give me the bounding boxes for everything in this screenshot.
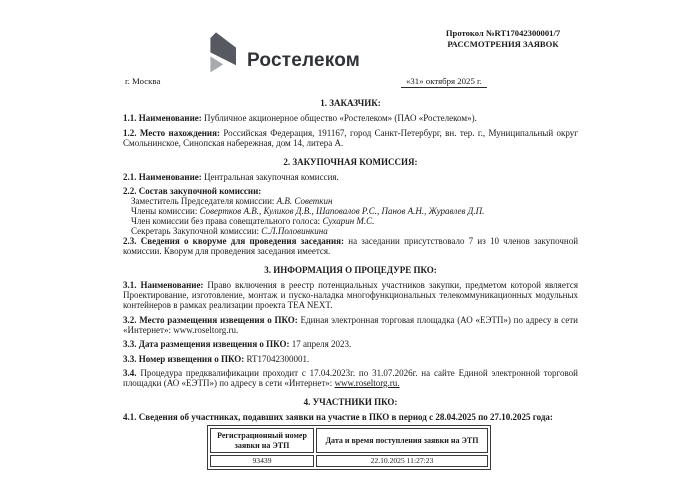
clause-4-1-text: 4.1. Сведения об участниках, подавших заявки на участие в ПКО в период с 28.04.2025 по 27.10.2025 года: <box>123 412 553 422</box>
clause-2-1 <box>123 172 578 182</box>
clause-2-1-label: 2.1. Наименование: <box>123 171 202 182</box>
clause-3-2-label: 3.2. Место размещения извещения о ПКО: <box>123 314 298 325</box>
clause-3-3-number <box>123 354 578 364</box>
clause-2-2-label: 2.2. Состав закупочной комиссии: <box>123 186 262 196</box>
document-body <box>123 98 578 470</box>
cell-date-time: 22.10.2025 11:27:23 <box>316 455 488 467</box>
participants-table-wrap <box>207 425 578 470</box>
clause-3-3-number-text: RT17042300001. <box>246 353 310 364</box>
protocol-title-block <box>392 28 614 50</box>
clause-1-1-text: Публичное акционерное общество «Ростелеком» (ПАО «Ростелеком»). <box>204 113 477 123</box>
protocol-title: РАССМОТРЕНИЯ ЗАЯВОК <box>447 39 559 49</box>
clause-3-4 <box>123 368 578 388</box>
committee-member-line <box>131 196 578 206</box>
date-label: «31» октября 2025 г. <box>401 76 487 88</box>
clause-2-3-text: на заседании присутствовало 7 из 10 членов закупочной комиссии. Кворум для проведения заседания имеется. <box>123 236 579 256</box>
header-cell-registration-number <box>210 428 314 453</box>
member-name: С.Л.Половинкина <box>261 226 328 236</box>
member-role: Член комиссии без права совещательного голоса: <box>131 216 321 226</box>
clause-3-1-text: Право включения в реестр потенциальных участников закупки, предметом которой является Проектирование, изготовление, монтаж и пуско-наладка многофункциональных телекоммуникационных модульных контейнеров в рамках реализации проекта TEA NEXT. <box>123 280 578 310</box>
document-header <box>0 0 700 71</box>
header-cell-date-time: Дата и время поступления заявки на ЭТП <box>316 428 488 453</box>
header-cell-line: заявки на ЭТП <box>234 440 290 450</box>
clause-3-4-label: 3.4. <box>123 368 137 378</box>
roseltorg-link[interactable]: www.roseltorg.ru. <box>334 378 400 388</box>
clause-3-2 <box>123 315 578 335</box>
member-role: Заместитель Председателя комиссии: <box>131 196 275 206</box>
clause-3-3-date <box>123 339 578 349</box>
clause-3-3-date-text: 17 апреля 2023. <box>291 339 352 349</box>
member-name: Совертков А.В., Куликов Д.В., Шаповалов Р.С., Панов А.Н., Журавлев Д.П. <box>199 206 485 216</box>
clause-1-2-label: 1.2. Место нахождения: <box>123 127 220 138</box>
clause-1-2 <box>123 128 578 148</box>
section-3-heading: 3. ИНФОРМАЦИЯ О ПРОЦЕДУРЕ ПКО: <box>264 265 437 275</box>
committee-member-line <box>131 206 578 216</box>
rostelecom-logo <box>204 30 360 78</box>
clause-3-3-date-label: 3.3. Дата размещения извещения о ПКО: <box>123 339 290 349</box>
clause-1-2-text: Российская Федерация, 191167, город Санкт-Петербург, вн. тер. г., Муниципальный округ Смольнинское, Синопская набережная, дом 14, литера А. <box>123 127 579 148</box>
clause-3-4-text: Процедура предквалификации проходит с 17.04.2023г. по 31.07.2026г. на сайте Единой электронной торговой площадки (АО «ЕЭТП») по адресу в сети «Интернет»: <box>123 368 578 388</box>
logo-wordmark: Ростелеком <box>247 50 361 71</box>
clause-3-1 <box>123 280 578 310</box>
participants-table <box>207 425 491 470</box>
clause-3-1-label: 3.1. Наименование: <box>123 280 204 290</box>
committee-members-list <box>131 196 578 236</box>
section-2-heading: 2. ЗАКУПОЧНАЯ КОМИССИЯ: <box>283 156 418 167</box>
member-name: Сухарин М.С. <box>322 216 375 226</box>
member-role: Члены комиссии: <box>131 206 198 216</box>
table-header-row <box>210 428 488 453</box>
member-name: А.В. Советкин <box>276 196 333 206</box>
cell-registration-number: 93439 <box>210 455 314 467</box>
committee-member-line <box>131 216 578 226</box>
table-row <box>210 455 488 467</box>
clause-2-3-label: 2.3. Сведения о кворуме для проведения заседания: <box>123 236 345 246</box>
clause-2-2 <box>123 186 578 196</box>
clause-2-3 <box>123 236 578 256</box>
member-role: Секретарь Закупочной комиссии: <box>131 226 259 236</box>
clause-1-1 <box>123 113 578 123</box>
protocol-number: Протокол №RT17042300001/7 <box>445 28 561 38</box>
rostelecom-logo-mark-icon <box>204 30 244 78</box>
section-4-heading: 4. УЧАСТНИКИ ПКО: <box>303 397 398 407</box>
clause-4-1 <box>123 412 578 422</box>
clause-1-1-label: 1.1. Наименование: <box>123 113 202 123</box>
header-cell-line: Регистрационный номер <box>217 431 307 440</box>
place-date-line <box>123 76 578 89</box>
section-1-heading: 1. ЗАКАЗЧИК: <box>320 98 381 108</box>
clause-3-3-number-label: 3.3. Номер извещения о ПКО: <box>123 353 245 364</box>
clause-2-1-text: Центральная закупочная комиссия. <box>204 171 339 182</box>
committee-member-line <box>131 226 578 236</box>
clause-3-2-text: Единая электронная торговая площадка (АО «ЕЭТП») по адресу в сети «Интернет»: www.roseltorg.ru. <box>123 314 578 335</box>
city-label: г. Москва <box>125 76 161 86</box>
